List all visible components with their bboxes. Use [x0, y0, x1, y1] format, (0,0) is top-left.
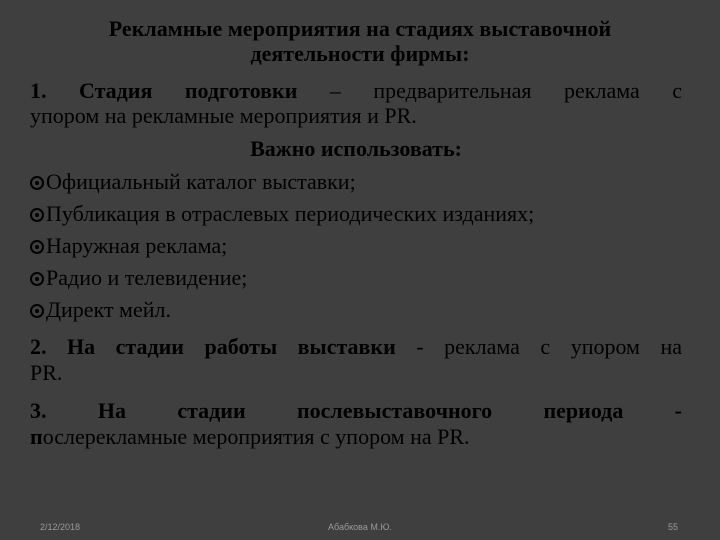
circle-bullet-icon: [30, 304, 44, 318]
important-heading: Важно использовать:: [250, 136, 462, 161]
bullet-item: Наружная реклама;: [30, 233, 682, 258]
circle-bullet-icon: [30, 272, 44, 286]
circle-bullet-icon: [30, 176, 44, 190]
stage-1-line-1: [30, 78, 682, 103]
bullet-item: Директ мейл.: [30, 297, 682, 322]
stage-2-heading: На стадии работы выставки: [67, 334, 396, 359]
bullet-item: Публикация в отраслевых периодических изданиях;: [30, 201, 682, 226]
footer-author: Абабкова М.Ю.: [328, 522, 392, 532]
stage-2-line-2: PR.: [30, 360, 63, 385]
footer-page-number: 55: [668, 522, 679, 532]
footer-date: 2/12/2018: [40, 522, 81, 532]
stage-1-line-2: упором на рекламные мероприятия и PR.: [30, 103, 417, 128]
stage-3-line-1: 3. На стадии послевыставочного периода -: [30, 398, 682, 423]
bullet-item: Радио и телевидение;: [30, 265, 682, 290]
circle-bullet-icon: [30, 240, 44, 254]
stage-1-text: – предварительная реклама с: [297, 78, 683, 103]
title-line-2: деятельности фирмы:: [250, 41, 470, 66]
stage-2-line-1: [30, 334, 682, 359]
stage-1-heading: Стадия подготовки: [79, 78, 298, 103]
slide-title: [40, 16, 680, 66]
bullet-item: Официальный каталог выставки;: [30, 169, 682, 194]
stage-2-text: - реклама с упором на: [395, 334, 683, 359]
stage-1-number: 1.: [30, 78, 47, 103]
stage-3-line-2: послерекламные мероприятия с упором на PR.: [30, 424, 470, 449]
title-line-1: Рекламные мероприятия на стадиях выставочной: [108, 16, 612, 41]
circle-bullet-icon: [30, 208, 44, 222]
stage-3-number: 3.: [30, 398, 47, 423]
stage-2-number: 2.: [30, 334, 47, 359]
